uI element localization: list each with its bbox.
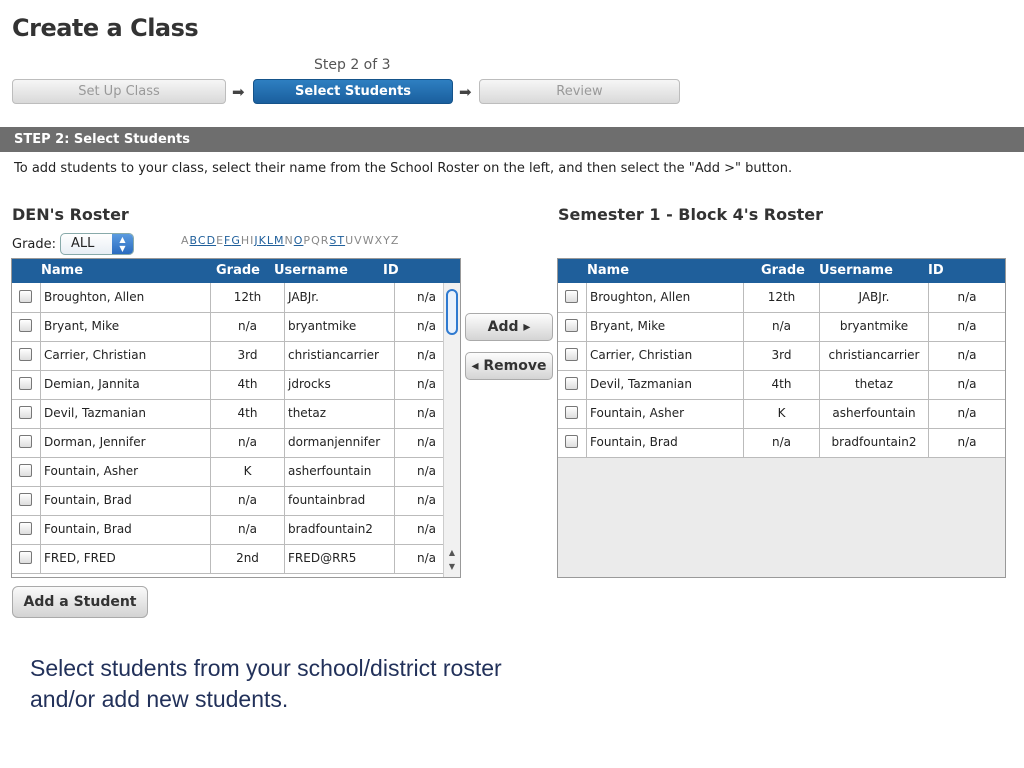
cell-grade: n/a (743, 428, 819, 457)
cell-grade: 12th (743, 283, 819, 312)
scroll-thumb[interactable] (446, 289, 458, 335)
column-header-grade[interactable]: Grade (216, 263, 260, 278)
table-row[interactable] (12, 544, 460, 574)
cell-username: dormanjennifer (284, 428, 394, 457)
row-checkbox[interactable] (19, 348, 32, 361)
caption: Select students from your school/district roster and/or add new students. (30, 655, 502, 712)
cell-name: Fountain, Brad (40, 486, 210, 515)
cell-id: n/a (394, 428, 446, 457)
table-row[interactable] (12, 283, 460, 313)
column-header-username[interactable]: Username (819, 263, 893, 278)
scroll-down-icon[interactable]: ▼ (448, 562, 456, 571)
row-checkbox[interactable] (19, 493, 32, 506)
table-row[interactable] (12, 312, 460, 342)
alphabet-letter-y: Y (383, 234, 391, 247)
cell-username: FRED@RR5 (284, 544, 394, 573)
cell-id: n/a (394, 457, 446, 486)
table-row[interactable] (12, 515, 460, 545)
cell-name: Broughton, Allen (40, 283, 210, 312)
cell-name: Dorman, Jennifer (40, 428, 210, 457)
alphabet-letter-n: N (284, 234, 294, 247)
cell-id: n/a (394, 312, 446, 341)
cell-username: bradfountain2 (284, 515, 394, 544)
alphabet-letter-i: I (250, 234, 255, 247)
cell-username: bryantmike (284, 312, 394, 341)
step-select-students[interactable]: Select Students (253, 79, 453, 104)
alphabet-letter-c[interactable]: C (197, 234, 207, 247)
alphabet-letter-s[interactable]: S (329, 234, 338, 247)
cell-id: n/a (394, 544, 446, 573)
scroll-up-icon[interactable]: ▲ (448, 548, 456, 557)
table-row[interactable] (558, 428, 1005, 458)
alphabet-letter-l[interactable]: L (266, 234, 275, 247)
row-checkbox[interactable] (19, 522, 32, 535)
cell-name: Bryant, Mike (40, 312, 210, 341)
cell-grade: K (210, 457, 284, 486)
cell-id: n/a (394, 399, 446, 428)
cell-grade: n/a (210, 428, 284, 457)
table-row[interactable] (558, 399, 1005, 429)
cell-id: n/a (394, 370, 446, 399)
table-row[interactable] (558, 312, 1005, 342)
alphabet-letter-j[interactable]: J (254, 234, 259, 247)
cell-username: thetaz (284, 399, 394, 428)
row-checkbox[interactable] (565, 319, 578, 332)
instructions-text: To add students to your class, select their name from the School Roster on the left, and then select the "Add >" button. (14, 161, 793, 176)
table-row[interactable] (12, 399, 460, 429)
row-checkbox[interactable] (565, 290, 578, 303)
cell-grade: 3rd (210, 341, 284, 370)
alphabet-letter-o[interactable]: O (293, 234, 304, 247)
grade-select[interactable] (60, 233, 134, 255)
cell-username: bradfountain2 (819, 428, 928, 457)
alphabet-letter-u: U (345, 234, 355, 247)
step-review[interactable]: Review (479, 79, 680, 104)
cell-username: JABJr. (819, 283, 928, 312)
cell-grade: 12th (210, 283, 284, 312)
cell-name: Fountain, Asher (586, 399, 743, 428)
cell-id: n/a (928, 341, 1005, 370)
row-checkbox[interactable] (19, 290, 32, 303)
empty-roster-area (558, 458, 1005, 577)
cell-name: Carrier, Christian (40, 341, 210, 370)
alphabet-letter-w: W (362, 234, 375, 247)
alphabet-letter-v: V (354, 234, 363, 247)
cell-id: n/a (394, 515, 446, 544)
cell-username: christiancarrier (284, 341, 394, 370)
left-roster-table (11, 258, 461, 578)
table-row[interactable] (558, 283, 1005, 313)
column-header-username[interactable]: Username (274, 263, 348, 278)
row-checkbox[interactable] (565, 406, 578, 419)
alphabet-letter-t[interactable]: T (337, 234, 346, 247)
row-checkbox[interactable] (565, 348, 578, 361)
cell-grade: 2nd (210, 544, 284, 573)
column-header-grade[interactable]: Grade (761, 263, 805, 278)
cell-username: asherfountain (819, 399, 928, 428)
cell-name: Carrier, Christian (586, 341, 743, 370)
row-checkbox[interactable] (19, 551, 32, 564)
table-row[interactable] (558, 341, 1005, 371)
cell-grade: 3rd (743, 341, 819, 370)
section-header: STEP 2: Select Students (0, 127, 1024, 152)
alphabet-letter-z: Z (390, 234, 400, 247)
table-header (558, 259, 1005, 283)
row-checkbox[interactable] (19, 435, 32, 448)
cell-name: Fountain, Asher (40, 457, 210, 486)
alphabet-letter-h: H (240, 234, 251, 247)
alphabet-filter (181, 234, 399, 247)
alphabet-letter-d[interactable]: D (206, 234, 217, 247)
arrow-right-icon: ➡ (232, 83, 245, 101)
cell-name: FRED, FRED (40, 544, 210, 573)
cell-name: Devil, Tazmanian (586, 370, 743, 399)
row-checkbox[interactable] (565, 435, 578, 448)
cell-id: n/a (394, 283, 446, 312)
cell-id: n/a (928, 370, 1005, 399)
column-header-name[interactable]: Name (587, 263, 630, 278)
table-row[interactable] (12, 457, 460, 487)
cell-username: JABJr. (284, 283, 394, 312)
cell-name: Devil, Tazmanian (40, 399, 210, 428)
cell-grade: 4th (743, 370, 819, 399)
cell-id: n/a (928, 283, 1005, 312)
alphabet-letter-q: Q (311, 234, 321, 247)
row-checkbox[interactable] (19, 377, 32, 390)
cell-name: Fountain, Brad (586, 428, 743, 457)
scrollbar[interactable] (443, 283, 460, 577)
column-header-name[interactable]: Name (41, 263, 84, 278)
alphabet-letter-b[interactable]: B (189, 234, 198, 247)
alphabet-letter-r: R (320, 234, 330, 247)
grade-label: Grade: (12, 237, 57, 252)
cell-id: n/a (928, 312, 1005, 341)
alphabet-letter-x: X (374, 234, 384, 247)
cell-id: n/a (928, 428, 1005, 457)
cell-username: christiancarrier (819, 341, 928, 370)
table-row[interactable] (558, 370, 1005, 400)
cell-grade: n/a (210, 515, 284, 544)
right-roster-title: Semester 1 - Block 4's Roster (558, 205, 824, 224)
arrow-right-icon: ➡ (459, 83, 472, 101)
table-row[interactable] (12, 486, 460, 516)
cell-name: Fountain, Brad (40, 515, 210, 544)
row-checkbox[interactable] (19, 406, 32, 419)
cell-username: fountainbrad (284, 486, 394, 515)
cell-username: asherfountain (284, 457, 394, 486)
alphabet-letter-g[interactable]: G (231, 234, 241, 247)
cell-username: jdrocks (284, 370, 394, 399)
row-checkbox[interactable] (19, 319, 32, 332)
cell-grade: 4th (210, 370, 284, 399)
alphabet-letter-k[interactable]: K (258, 234, 267, 247)
cell-id: n/a (394, 341, 446, 370)
alphabet-letter-a: A (181, 234, 190, 247)
remove-button[interactable]: ◂ Remove (465, 352, 553, 380)
row-checkbox[interactable] (565, 377, 578, 390)
cell-grade: n/a (210, 312, 284, 341)
grade-select-value: ALL (71, 236, 95, 251)
cell-username: thetaz (819, 370, 928, 399)
add-button[interactable]: Add ▸ (465, 313, 553, 341)
column-header-id[interactable]: ID (928, 263, 944, 278)
page-title: Create a Class (12, 14, 199, 42)
step-indicator: Step 2 of 3 (314, 57, 391, 73)
cell-id: n/a (394, 486, 446, 515)
cell-grade: 4th (210, 399, 284, 428)
cell-grade: n/a (743, 312, 819, 341)
row-checkbox[interactable] (19, 464, 32, 477)
cell-username: bryantmike (819, 312, 928, 341)
cell-id: n/a (928, 399, 1005, 428)
cell-name: Demian, Jannita (40, 370, 210, 399)
alphabet-letter-m[interactable]: M (274, 234, 285, 247)
alphabet-letter-e: E (216, 234, 225, 247)
cell-grade: n/a (210, 486, 284, 515)
add-a-student-button[interactable]: Add a Student (12, 586, 148, 618)
table-header (12, 259, 460, 283)
left-roster-title: DEN's Roster (12, 205, 129, 224)
column-header-id[interactable]: ID (383, 263, 399, 278)
select-arrows-icon: ▲ ▼ (112, 234, 133, 254)
table-row[interactable] (12, 428, 460, 458)
cell-grade: K (743, 399, 819, 428)
table-row[interactable] (12, 370, 460, 400)
alphabet-letter-f[interactable]: F (224, 234, 232, 247)
step-set-up-class[interactable]: Set Up Class (12, 79, 226, 104)
right-roster-table (557, 258, 1006, 578)
table-row[interactable] (12, 341, 460, 371)
alphabet-letter-p: P (303, 234, 312, 247)
cell-name: Bryant, Mike (586, 312, 743, 341)
cell-name: Broughton, Allen (586, 283, 743, 312)
